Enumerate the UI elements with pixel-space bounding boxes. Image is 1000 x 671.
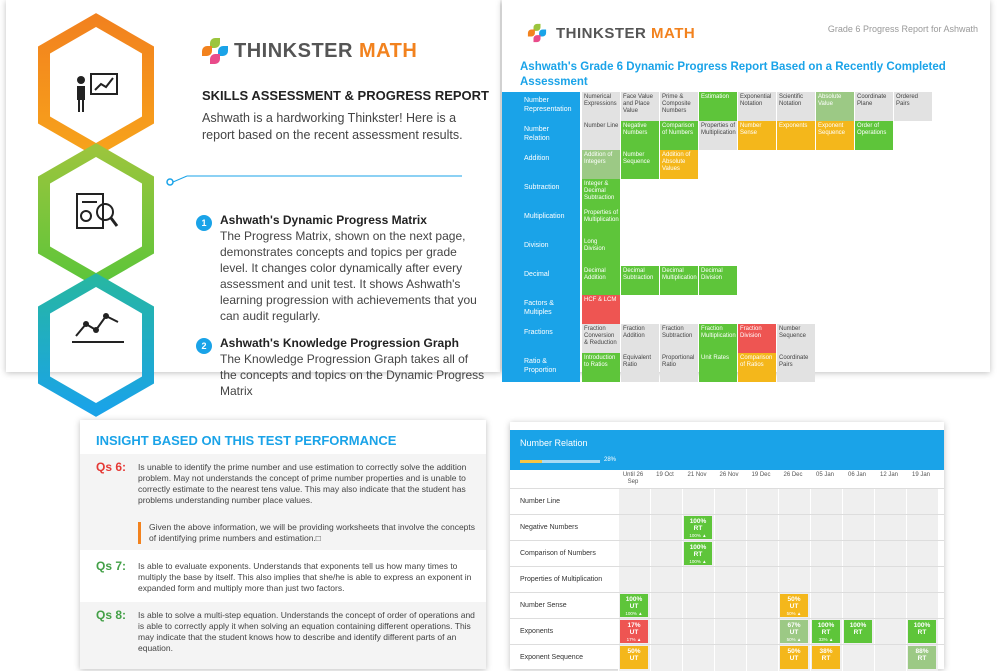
- score-badge[interactable]: 100% RT: [908, 620, 936, 643]
- timeline-cell: [746, 489, 778, 515]
- timeline-cell: [906, 593, 938, 619]
- matrix-row: [502, 353, 990, 382]
- matrix-row-label: Ratio & Proportion: [502, 353, 580, 382]
- question-text-6: Is unable to identify the prime number and use estimation to correctly solve the addition problem. May not understands the concept of prime number properties and is unable to correctly estimate to the nearest tens value. This may also indicate that the student has problems understanding number place values.: [138, 462, 467, 505]
- report-cover-page: [6, 0, 500, 398]
- timeline-row-label: Exponents: [520, 628, 554, 635]
- number-relation-page: [510, 422, 944, 669]
- presentation-icon: [71, 70, 121, 115]
- matrix-row: [502, 92, 990, 121]
- matrix-row: [502, 179, 990, 208]
- timeline-cell: [842, 489, 874, 515]
- score-badge[interactable]: 50% UT: [620, 646, 648, 669]
- score-badge[interactable]: 100% RT 100% ▲: [684, 516, 712, 539]
- timeline-cell: [746, 619, 778, 645]
- matrix-cell[interactable]: Exponential Notation: [738, 92, 776, 121]
- matrix-cell[interactable]: Equivalent Ratio: [621, 353, 659, 382]
- matrix-cell[interactable]: Fraction Addition: [621, 324, 659, 353]
- timeline-cell: [874, 619, 906, 645]
- brand-name: THINKSTER: [556, 24, 647, 42]
- timeline-row: [510, 566, 944, 592]
- timeline-row-label: Exponent Sequence: [520, 654, 584, 661]
- timeline-cell: [714, 567, 746, 593]
- matrix-cell[interactable]: Addition of Absolute Values: [660, 150, 698, 179]
- progress-bar: [520, 460, 600, 463]
- date-header: 19 Oct: [656, 472, 674, 478]
- score-badge[interactable]: 17% UT 17% ▲: [620, 620, 648, 643]
- date-header: 21 Nov: [687, 472, 707, 478]
- matrix-cell[interactable]: Numerical Expressions: [582, 92, 620, 121]
- connector-line: [162, 172, 482, 192]
- matrix-row-label: Factors & Multiples: [502, 295, 580, 324]
- matrix-row: [502, 208, 990, 237]
- score-badge[interactable]: 50% UT: [780, 646, 808, 669]
- matrix-cell[interactable]: Decimal Multiplication: [660, 266, 698, 295]
- score-badge[interactable]: 100% RT 33% ▲: [812, 620, 840, 643]
- timeline-cell: [714, 541, 746, 567]
- timeline-cell: [874, 541, 906, 567]
- timeline-cell: [874, 567, 906, 593]
- matrix-cell[interactable]: Properties of Multiplication: [699, 121, 737, 150]
- question-label-8: Qs 8:: [96, 608, 127, 622]
- score-badge[interactable]: 100% RT: [844, 620, 872, 643]
- matrix-cell[interactable]: Exponents: [777, 121, 815, 150]
- number-relation-title: Number Relation: [520, 438, 588, 448]
- section-body-graph: The Knowledge Progression Graph takes all of the concepts and topics on the Dynamic Progress Matrix: [220, 352, 485, 398]
- timeline-cell: [810, 515, 842, 541]
- timeline-cell: [650, 541, 682, 567]
- timeline-row: [510, 488, 944, 514]
- timeline-cell: [906, 515, 938, 541]
- matrix-cell[interactable]: Absolute Value: [816, 92, 854, 121]
- timeline-cell: [842, 645, 874, 671]
- timeline-cell: [906, 489, 938, 515]
- timeline-cell: [778, 515, 810, 541]
- question-label-7: Qs 7:: [96, 559, 127, 573]
- timeline-cell: [650, 645, 682, 671]
- timeline-cell: [778, 567, 810, 593]
- timeline-cell: [874, 645, 906, 671]
- timeline-cell: [682, 645, 714, 671]
- timeline-cell: [906, 567, 938, 593]
- matrix-row-label: Fractions: [502, 324, 580, 353]
- timeline-cell: [810, 489, 842, 515]
- timeline-cell: [618, 541, 650, 567]
- section-title-matrix: Ashwath's Dynamic Progress Matrix: [220, 213, 427, 227]
- matrix-cell[interactable]: Number Sequence: [621, 150, 659, 179]
- matrix-cell[interactable]: Order of Operations: [855, 121, 893, 150]
- question-text-8: Is able to solve a multi-step equation. Understands the concept of order of operations and is able to correctly apply it when solving an equation containing different operations. This may indicate that the student knows how to describe and identify different parts of an equation.: [138, 610, 475, 653]
- matrix-cell[interactable]: Negative Numbers: [621, 121, 659, 150]
- progress-label: 28%: [604, 457, 617, 463]
- timeline-row-label: Number Sense: [520, 602, 567, 609]
- timeline-cell: [906, 541, 938, 567]
- section-title-graph: Ashwath's Knowledge Progression Graph: [220, 336, 459, 350]
- matrix-row: [502, 237, 990, 266]
- timeline-cell: [874, 593, 906, 619]
- timeline-row: [510, 514, 944, 540]
- matrix-cell[interactable]: Comparison of Ratios: [738, 353, 776, 382]
- matrix-row-label: Number Representation: [502, 92, 580, 121]
- matrix-cell[interactable]: Comparison of Numbers: [660, 121, 698, 150]
- section-body-matrix: The Progress Matrix, shown on the next page, demonstrates concepts and topics per grade level. It changes color dynamically after every assessment and unit test. It shows Ashwath's learning progression with achievements that you can audit regularly.: [220, 229, 477, 323]
- timeline-cell: [618, 567, 650, 593]
- brand-name: THINKSTER: [234, 39, 353, 62]
- line-graph-icon: [68, 308, 128, 348]
- timeline-row: [510, 592, 944, 618]
- timeline-cell: [682, 619, 714, 645]
- timeline-row: [510, 618, 944, 644]
- matrix-cell[interactable]: Proportional Ratio: [660, 353, 698, 382]
- timeline-row-label: Number Line: [520, 498, 561, 505]
- timeline-cell: [714, 619, 746, 645]
- matrix-cell[interactable]: Scientific Notation: [777, 92, 815, 121]
- thinkster-logo-icon: [528, 24, 546, 42]
- matrix-title: Ashwath's Grade 6 Dynamic Progress Report Based on a Recently Completed Assessment: [520, 61, 946, 88]
- score-badge[interactable]: 88% RT: [908, 646, 936, 669]
- date-header: 26 Nov: [719, 472, 739, 478]
- timeline-cell: [714, 515, 746, 541]
- report-analysis-icon: [71, 190, 121, 235]
- matrix-cell[interactable]: Fraction Conversion & Reduction: [582, 324, 620, 353]
- matrix-cell[interactable]: Fraction Subtraction: [660, 324, 698, 353]
- timeline-cell: [778, 489, 810, 515]
- question-text-7: Is able to evaluate exponents. Understands that exponents tell us how many times to multiply the base by itself. This also implies that she/he is able to express an exponent in expanded form and multiply more than just two factors.: [138, 561, 472, 593]
- matrix-cell[interactable]: Properties of Multiplication: [582, 208, 620, 237]
- date-header: Until 26 Sep: [622, 472, 644, 485]
- timeline-row: [510, 540, 944, 566]
- timeline-cell: [714, 489, 746, 515]
- timeline-row-label: Properties of Multiplication: [520, 576, 603, 583]
- date-header: 06 Jan: [847, 472, 866, 478]
- score-badge[interactable]: 67% UT 50% ▲: [780, 620, 808, 643]
- insight-page: [80, 420, 486, 669]
- matrix-cell[interactable]: Prime & Composite Numbers: [660, 92, 698, 121]
- date-header: 05 Jan: [815, 472, 834, 478]
- matrix-cell[interactable]: Unit Rates: [699, 353, 737, 382]
- timeline-cell: [650, 515, 682, 541]
- timeline-cell: [650, 567, 682, 593]
- timeline-cell: [778, 541, 810, 567]
- matrix-cell[interactable]: Addition of Integers: [582, 150, 620, 179]
- recommendation-callout: Given the above information, we will be providing worksheets that involve the concepts of identifying prime numbers and estimation.□: [138, 522, 476, 544]
- matrix-cell[interactable]: Fraction Multiplication: [699, 324, 737, 353]
- timeline-cell: [618, 515, 650, 541]
- date-header: 12 Jan: [879, 472, 898, 478]
- timeline-row: [510, 644, 944, 670]
- matrix-cell[interactable]: Ordered Pairs: [894, 92, 932, 121]
- timeline-cell: [874, 515, 906, 541]
- matrix-row: [502, 324, 990, 353]
- timeline-cell: [746, 593, 778, 619]
- date-header: 26 Dec: [783, 472, 803, 478]
- report-subtitle: Grade 6 Progress Report for Ashwath: [827, 24, 978, 34]
- brand-suffix: MATH: [359, 39, 418, 62]
- timeline-cell: [746, 515, 778, 541]
- matrix-row-label: Decimal: [502, 266, 580, 295]
- score-badge[interactable]: 50% UT 50% ▲: [780, 594, 808, 617]
- matrix-row-label: Addition: [502, 150, 580, 179]
- timeline-cell: [650, 593, 682, 619]
- insight-heading: INSIGHT BASED ON THIS TEST PERFORMANCE: [96, 433, 397, 448]
- matrix-row-label: Subtraction: [502, 179, 580, 208]
- timeline-cell: [842, 593, 874, 619]
- matrix-cell[interactable]: Number Line: [582, 121, 620, 150]
- score-badge[interactable]: 100% UT 100% ▲: [620, 594, 648, 617]
- timeline-cell: [682, 567, 714, 593]
- thinkster-logo: [202, 38, 417, 64]
- matrix-cell[interactable]: Decimal Subtraction: [621, 266, 659, 295]
- timeline-cell: [746, 567, 778, 593]
- progress-matrix-page: [502, 0, 990, 372]
- matrix-cell[interactable]: Integer & Decimal Subtraction: [582, 179, 620, 208]
- timeline-cell: [650, 489, 682, 515]
- timeline-cell: [650, 619, 682, 645]
- score-badge[interactable]: 100% RT 100% ▲: [684, 542, 712, 565]
- matrix-row: [502, 121, 990, 150]
- matrix-cell[interactable]: Fraction Division: [738, 324, 776, 353]
- matrix-cell[interactable]: Coordinate Pairs: [777, 353, 815, 382]
- timeline-cell: [810, 567, 842, 593]
- matrix-cell[interactable]: HCF & LCM: [582, 295, 620, 324]
- timeline-cell: [842, 515, 874, 541]
- matrix-cell[interactable]: Number Sequence: [777, 324, 815, 353]
- question-label-6: Qs 6:: [96, 460, 127, 474]
- timeline-cell: [874, 489, 906, 515]
- date-header: 19 Jan: [911, 472, 930, 478]
- timeline-cell: [810, 593, 842, 619]
- timeline-cell: [842, 567, 874, 593]
- matrix-row-label: Division: [502, 237, 580, 266]
- timeline-cell: [810, 541, 842, 567]
- matrix-cell[interactable]: Face Value and Place Value: [621, 92, 659, 121]
- intro-text: Ashwath is a hardworking Thinkster! Here is a report based on the recent assessment results.: [202, 111, 463, 142]
- timeline-row-label: Comparison of Numbers: [520, 550, 596, 557]
- number-relation-header: [510, 430, 944, 470]
- matrix-row-label: Multiplication: [502, 208, 580, 237]
- matrix-cell[interactable]: Introduction to Ratios: [582, 353, 620, 382]
- matrix-cell[interactable]: Coordinate Plane: [855, 92, 893, 121]
- timeline-cell: [682, 489, 714, 515]
- date-header: 19 Dec: [751, 472, 771, 478]
- matrix-cell[interactable]: Number Sense: [738, 121, 776, 150]
- brand-suffix: MATH: [651, 24, 696, 42]
- thinkster-logo-icon: [202, 38, 228, 64]
- timeline-cell: [746, 541, 778, 567]
- matrix-row: [502, 266, 990, 295]
- matrix-row-label: Number Relation: [502, 121, 580, 150]
- matrix-cell[interactable]: Estimation: [699, 92, 737, 121]
- matrix-cell[interactable]: Long Division: [582, 237, 620, 266]
- matrix-row: [502, 150, 990, 179]
- timeline-cell: [682, 593, 714, 619]
- matrix-cell[interactable]: Exponent Sequence: [816, 121, 854, 150]
- thinkster-logo: [524, 20, 695, 46]
- score-badge[interactable]: 38% RT: [812, 646, 840, 669]
- timeline-row-label: Negative Numbers: [520, 524, 578, 531]
- timeline-cell: [842, 541, 874, 567]
- timeline-cell: [714, 645, 746, 671]
- timeline-cell: [714, 593, 746, 619]
- timeline-cell: [618, 489, 650, 515]
- section-number-1: 1: [196, 215, 212, 231]
- matrix-cell[interactable]: Decimal Addition: [582, 266, 620, 295]
- matrix-cell[interactable]: Decimal Division: [699, 266, 737, 295]
- page-title: SKILLS ASSESSMENT & PROGRESS REPORT: [202, 88, 490, 103]
- timeline-cell: [746, 645, 778, 671]
- matrix-row: [502, 295, 990, 324]
- section-number-2: 2: [196, 338, 212, 354]
